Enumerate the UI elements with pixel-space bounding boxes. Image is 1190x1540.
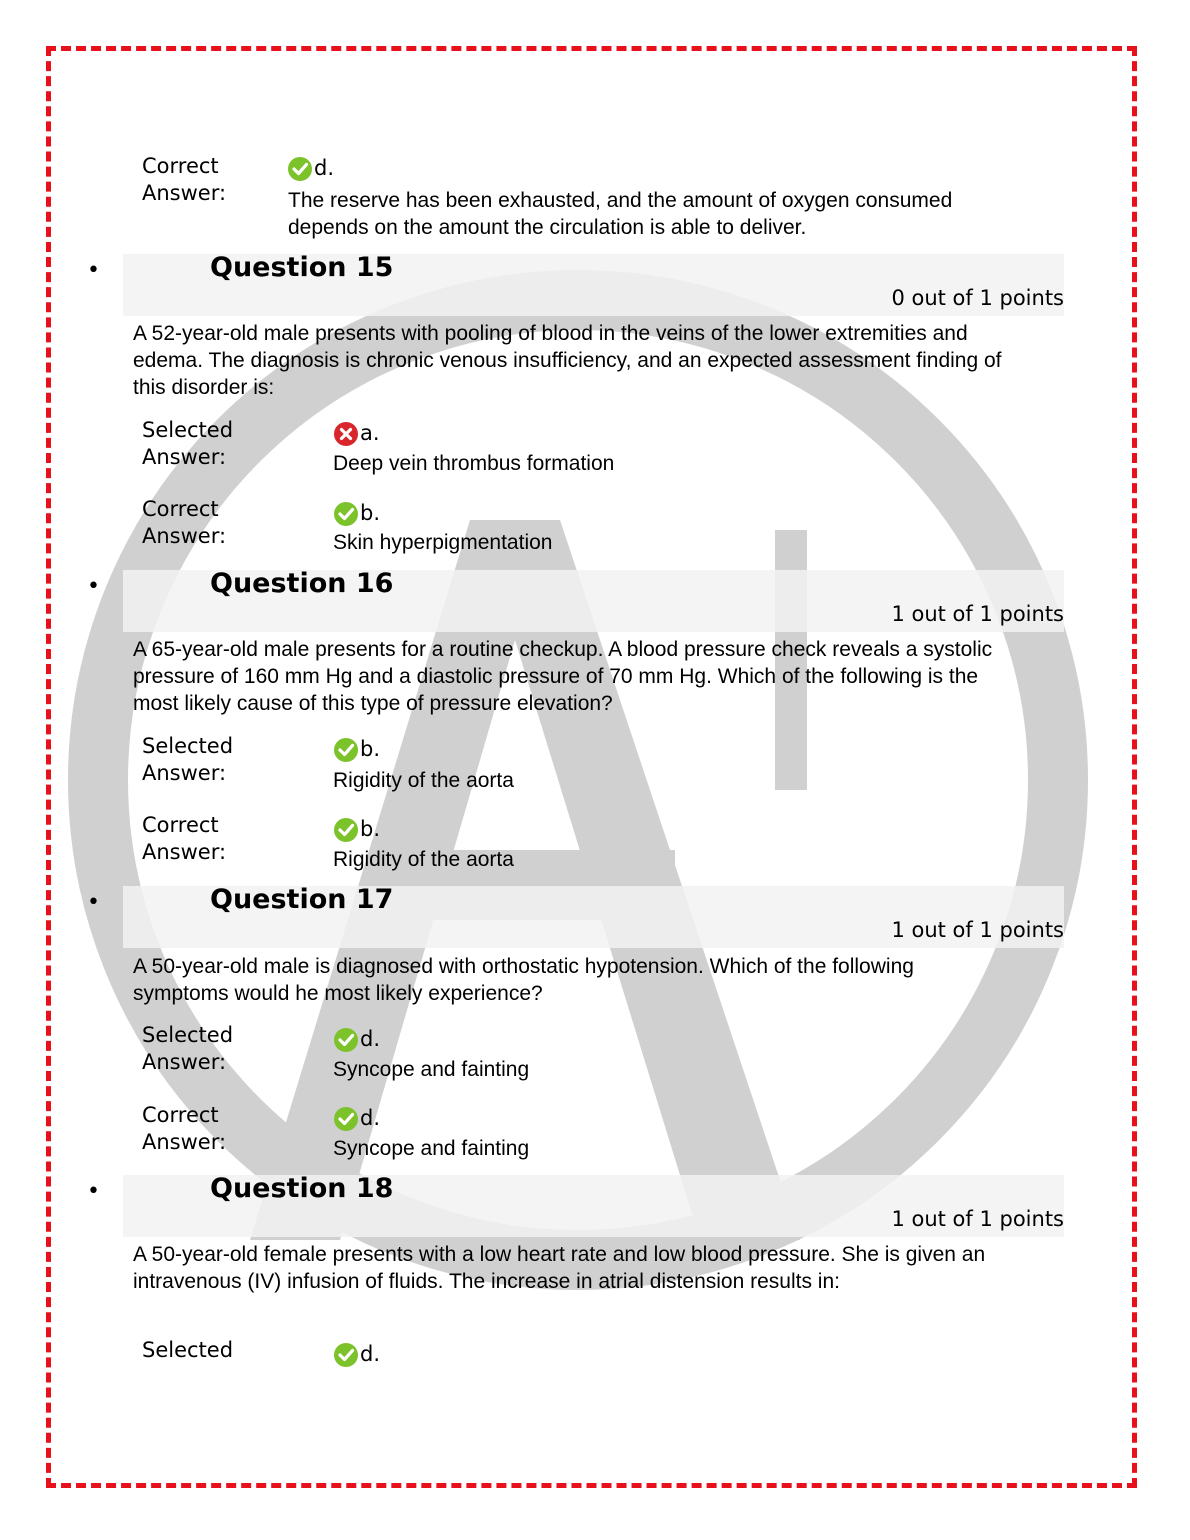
question-header <box>87 570 1064 632</box>
selected-answer-option <box>333 1341 380 1368</box>
answer-letter: d. <box>360 1342 381 1366</box>
question-title: Question 17 <box>210 884 394 915</box>
correct-answer-option <box>333 1105 380 1132</box>
check-icon <box>333 817 359 843</box>
question-text: A 50-year-old male is diagnosed with orthostatic hypotension. Which of the following symptoms would he most likely experience? <box>133 955 914 1005</box>
selected-answer-label: Selected Answer: <box>142 1023 234 1074</box>
correct-answer-label: Correct Answer: <box>142 497 227 548</box>
answer-text: Skin hyperpigmentation <box>333 531 553 554</box>
answer-text: Rigidity of the aorta <box>333 769 514 792</box>
question-text: A 50-year-old female presents with a low heart rate and low blood pressure. She is given an intravenous (IV) infusion of fluids. The increase in atrial distension results in: <box>133 1243 986 1293</box>
correct-answer-option <box>287 155 334 182</box>
answer-letter: b. <box>360 737 381 761</box>
question-title: Question 16 <box>210 568 394 599</box>
check-icon <box>333 501 359 527</box>
selected-answer-label: Selected <box>142 1338 234 1362</box>
correct-answer-option <box>333 500 380 527</box>
selected-answer-option <box>333 1026 380 1053</box>
question-points: 1 out of 1 points <box>891 918 1064 942</box>
answer-letter: d. <box>360 1027 381 1051</box>
question-header <box>87 254 1064 316</box>
question-points: 0 out of 1 points <box>891 286 1064 310</box>
answer-text: The reserve has been exhausted, and the amount of oxygen consumed depends on the amount the circulation is able to deliver. <box>288 189 953 239</box>
answer-text: Rigidity of the aorta <box>333 848 514 871</box>
question-header <box>87 1175 1064 1237</box>
question-text: A 65-year-old male presents for a routine checkup. A blood pressure check reveals a systolic pressure of 160 mm Hg and a diastolic pressure of 70 mm Hg. Which of the following is the most likely cause of this type of pressure elevation? <box>133 638 993 715</box>
selected-answer-label: Selected Answer: <box>142 734 234 785</box>
incorrect-icon <box>333 421 359 447</box>
selected-answer-option <box>333 736 380 763</box>
check-icon <box>333 1106 359 1132</box>
answer-text: Deep vein thrombus formation <box>333 452 615 475</box>
question-points: 1 out of 1 points <box>891 1207 1064 1231</box>
correct-answer-option <box>333 816 380 843</box>
answer-letter: d. <box>360 1106 381 1130</box>
answer-letter: d. <box>314 156 335 180</box>
check-icon <box>287 156 313 182</box>
answer-letter: b. <box>360 501 381 525</box>
question-title: Question 15 <box>210 252 394 283</box>
answer-letter: b. <box>360 817 381 841</box>
check-icon <box>333 1342 359 1368</box>
bullet: • <box>87 890 100 915</box>
answer-text: Syncope and fainting <box>333 1137 530 1160</box>
question-text: A 52-year-old male presents with pooling of blood in the veins of the lower extremities and edema. The diagnosis is chronic venous insufficiency, and an expected assessment finding of this disorder is: <box>133 322 1002 399</box>
check-icon <box>333 737 359 763</box>
selected-answer-label: Selected Answer: <box>142 418 234 469</box>
answer-text: Syncope and fainting <box>333 1058 530 1081</box>
correct-answer-label: Correct Answer: <box>142 813 227 864</box>
bullet: • <box>87 258 100 283</box>
question-title: Question 18 <box>210 1173 394 1204</box>
question-points: 1 out of 1 points <box>891 602 1064 626</box>
correct-answer-label: Correct Answer: <box>142 1103 227 1154</box>
question-header <box>87 886 1064 948</box>
answer-letter: a. <box>360 421 380 445</box>
check-icon <box>333 1027 359 1053</box>
correct-answer-label: Correct Answer: <box>142 154 227 205</box>
selected-answer-option <box>333 420 380 447</box>
bullet: • <box>87 1179 100 1204</box>
bullet: • <box>87 574 100 599</box>
